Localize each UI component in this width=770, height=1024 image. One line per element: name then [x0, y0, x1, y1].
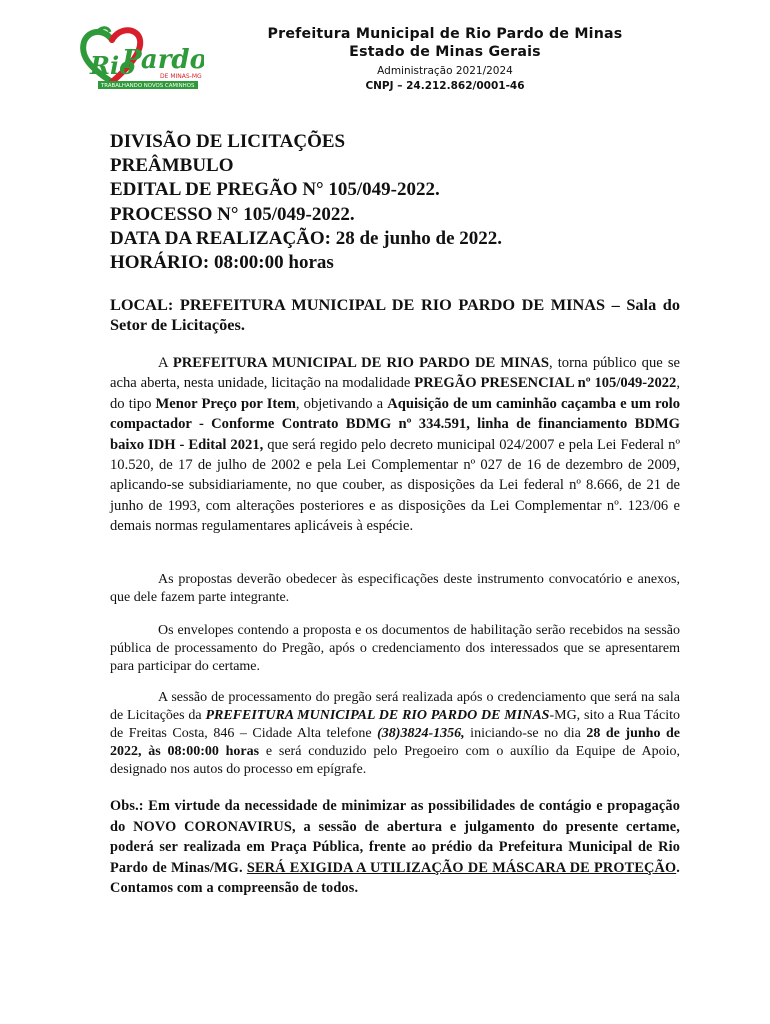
local-heading: LOCAL: PREFEITURA MUNICIPAL DE RIO PARDO DE MINAS – Sala do Setor de Licitações.	[110, 295, 680, 334]
title-processo: PROCESSO N° 105/049-2022.	[110, 203, 355, 225]
logo-tagline: TRABALHANDO NOVOS CAMINHOS	[101, 83, 195, 90]
bold-text: PREFEITURA MUNICIPAL DE RIO PARDO DE MINAS	[172, 355, 550, 371]
title-preamble: PREÂMBULO	[110, 155, 234, 177]
logo-word-pardo: Pardo	[122, 45, 204, 75]
paragraph-session	[110, 689, 680, 779]
text: As propostas deverão obedecer às especificações deste instrumento convocatório e anexos, que dele fazem parte integrante.	[110, 572, 680, 605]
header-municipality: Prefeitura Municipal de Rio Pardo de Minas	[267, 26, 623, 42]
text: A sessão de processamento do pregão será realizada após o credenciamento que será na sala de Licitações da	[110, 690, 680, 723]
text: , objetivando a	[295, 395, 388, 412]
text: que será regido pelo decreto municipal 024/2007 e pela Lei Federal nº 10.520, de 17 de julho de 2002 e pela Lei Complementar nº 027 de 16 de dezembro de 2009, aplicando-se subsidiariamente, no que couber, as disposições da Lei federal nº 8.666, de 21 de junho de 1993, com alterações posteriores e as disposições da Lei Complementar nº. 123/06 e demais normas regulamentares aplicáveis à espécie.	[110, 436, 680, 535]
bold-italic-text: (38)3824-1356,	[377, 726, 465, 741]
title-division: DIVISÃO DE LICITAÇÕES	[110, 131, 346, 152]
title-date: DATA DA REALIZAÇÃO: 28 de junho de 2022.	[110, 227, 503, 249]
text: iniciando-se no dia	[464, 726, 587, 741]
title-time: HORÁRIO: 08:00:00 horas	[110, 252, 334, 274]
bold-italic-text: PREFEITURA MUNICIPAL DE RIO PARDO DE MINAS	[205, 708, 550, 723]
logo-subtext: DE MINAS-MG	[160, 73, 202, 80]
text: Os envelopes contendo a proposta e os documentos de habilitação serão recebidos na sessão pública de processamento do Pregão, após o credenciamento dos interessados que se apresentarem para participar do certame.	[110, 623, 680, 674]
logo-word-rio: Rio	[90, 51, 136, 80]
underlined-text: SERÁ EXIGIDA A UTILIZAÇÃO DE MÁSCARA DE PROTEÇÃO	[246, 859, 677, 876]
header-administration: Administração 2021/2024	[377, 65, 513, 77]
text: Obs.: Em virtude da necessidade de minimizar as possibilidades de contágio e propagação do NOVO CORONAVIRUS, a sessão de abertura e julgamento do presente certame, poderá ser realizada em Praça Pública, frente ao prédio da Prefeitura Municipal de Rio Pardo de Minas/MG.	[110, 798, 680, 876]
heart-logo-icon	[76, 20, 204, 98]
text: A	[158, 355, 173, 371]
bold-text: 28 de junho de 2022, às 08:00:00 horas	[110, 726, 680, 759]
bold-text: Menor Preço por Item	[155, 395, 296, 412]
bold-text: Aquisição de um caminhão caçamba e um rolo compactador - Conforme Contrato BDMG nº 334.591, linha de financiamento BDMG baixo IDH - Edital 2021,	[110, 395, 680, 453]
text: , torna público que se acha aberta, nesta unidade, licitação na modalidade	[110, 355, 680, 392]
header-state: Estado de Minas Gerais	[349, 44, 541, 60]
paragraph-intro	[110, 353, 680, 537]
observation-note	[110, 796, 680, 899]
text: . Contamos com a compreensão de todos.	[110, 859, 680, 897]
text: e será conduzido pelo Pregoeiro com o auxílio da Equipe de Apoio, designado nos autos do processo em epígrafe.	[110, 744, 680, 777]
text: -MG, sito a Rua Tácito de Freitas Costa, 846 – Cidade Alta telefone	[110, 708, 680, 741]
header-cnpj: CNPJ – 24.212.862/0001-46	[365, 80, 525, 92]
text: , do tipo	[110, 375, 680, 412]
paragraph-proposals	[110, 571, 680, 607]
paragraph-envelopes	[110, 622, 680, 676]
bold-text: PREGÃO PRESENCIAL nº 105/049-2022	[414, 375, 677, 392]
document-titles	[110, 130, 690, 275]
municipal-logo	[76, 20, 204, 98]
title-edital: EDITAL DE PREGÃO N° 105/049-2022.	[110, 179, 440, 201]
